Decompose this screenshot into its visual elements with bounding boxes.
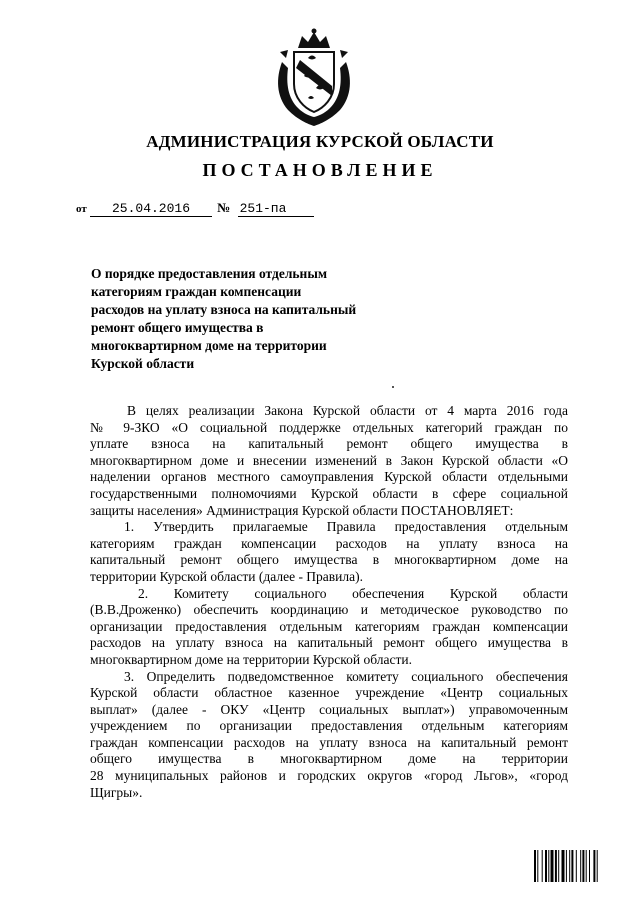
- body-line: 28 муниципальных районов и городских округов «город Льгов», «город: [90, 768, 568, 784]
- body-line: многоквартирном доме и внесении изменений в Закон Курской области «О: [90, 452, 568, 468]
- body-line: № 9-ЗКО «О социальной поддержке отдельных категорий граждан по: [90, 419, 568, 435]
- body-line: Курской области областное казенное учреждение «Центр социальных: [90, 685, 568, 701]
- subject-line: Курской области: [91, 356, 195, 371]
- document-number: 251-па: [239, 201, 287, 216]
- document-type: ПОСТАНОВЛЕНИЕ: [202, 160, 438, 180]
- body-line: 2. Комитету социального обеспечения Курской области: [138, 585, 568, 601]
- document-subject: [91, 265, 391, 373]
- body-line: государственными полномочиями Курской области в сфере социальной: [90, 485, 568, 501]
- coat-of-arms-icon: [268, 28, 360, 128]
- number-label: №: [217, 200, 231, 215]
- scan-dot: [392, 386, 394, 388]
- body-line: многоквартирном доме на территории Курской области.: [90, 651, 413, 667]
- organization-title: АДМИНИСТРАЦИЯ КУРСКОЙ ОБЛАСТИ: [146, 132, 494, 151]
- body-line: Щигры».: [90, 784, 143, 800]
- subject-line: О порядке предоставления отдельным: [91, 266, 328, 281]
- subject-line: многоквартирном доме на территории: [91, 338, 327, 353]
- document-meta: [76, 200, 314, 217]
- document-date: 25.04.2016: [112, 201, 191, 216]
- body-line: 3. Определить подведомственное комитету социального обеспечения: [124, 668, 568, 684]
- body-line: защиты населения» Администрация Курской области ПОСТАНОВЛЯЕТ:: [90, 502, 514, 518]
- body-line: выплат» (далее - ОКУ «Центр социальных выплат») управомоченным: [90, 701, 568, 717]
- body-line: капитальный ремонт общего имущества в многоквартирном доме на: [90, 552, 568, 568]
- number-field: [238, 200, 314, 217]
- body-line: территории Курской области (далее - Правила).: [90, 568, 363, 584]
- body-line: категориям граждан компенсации расходов на уплату взноса на: [90, 535, 568, 551]
- body-line: граждан компенсации расходов на уплату взноса на капитальный ремонт: [90, 734, 568, 750]
- body-line: организации предоставления отдельным категориям граждан компенсации: [90, 618, 568, 634]
- body-line: уплате взноса на капитальный ремонт общего имущества в: [90, 436, 568, 452]
- body-line: В целях реализации Закона Курской области от 4 марта 2016 года: [127, 403, 568, 418]
- body-line: (В.В.Дроженко) обеспечить координацию и методическое руководство по: [90, 602, 568, 618]
- subject-line: расходов на уплату взноса на капитальный: [91, 302, 357, 317]
- subject-line: категориям граждан компенсации: [91, 284, 302, 299]
- body-line: 1. Утвердить прилагаемые Правила предоставления отдельным: [124, 519, 568, 535]
- subject-line: ремонт общего имущества в: [91, 320, 264, 335]
- date-field: [90, 200, 212, 217]
- date-label: от: [76, 203, 87, 215]
- body-line: учреждением по организации предоставления отдельным категориям: [90, 718, 568, 734]
- body-line: расходов на уплату взноса на капитальный ремонт общего имущества в: [90, 635, 568, 651]
- barcode-icon: [534, 850, 620, 882]
- body-line: наделении органов местного самоуправления Курской области отдельными: [90, 469, 568, 485]
- body-line: общего имущества в многоквартирном доме на территории: [90, 751, 568, 767]
- document-body: [90, 403, 568, 801]
